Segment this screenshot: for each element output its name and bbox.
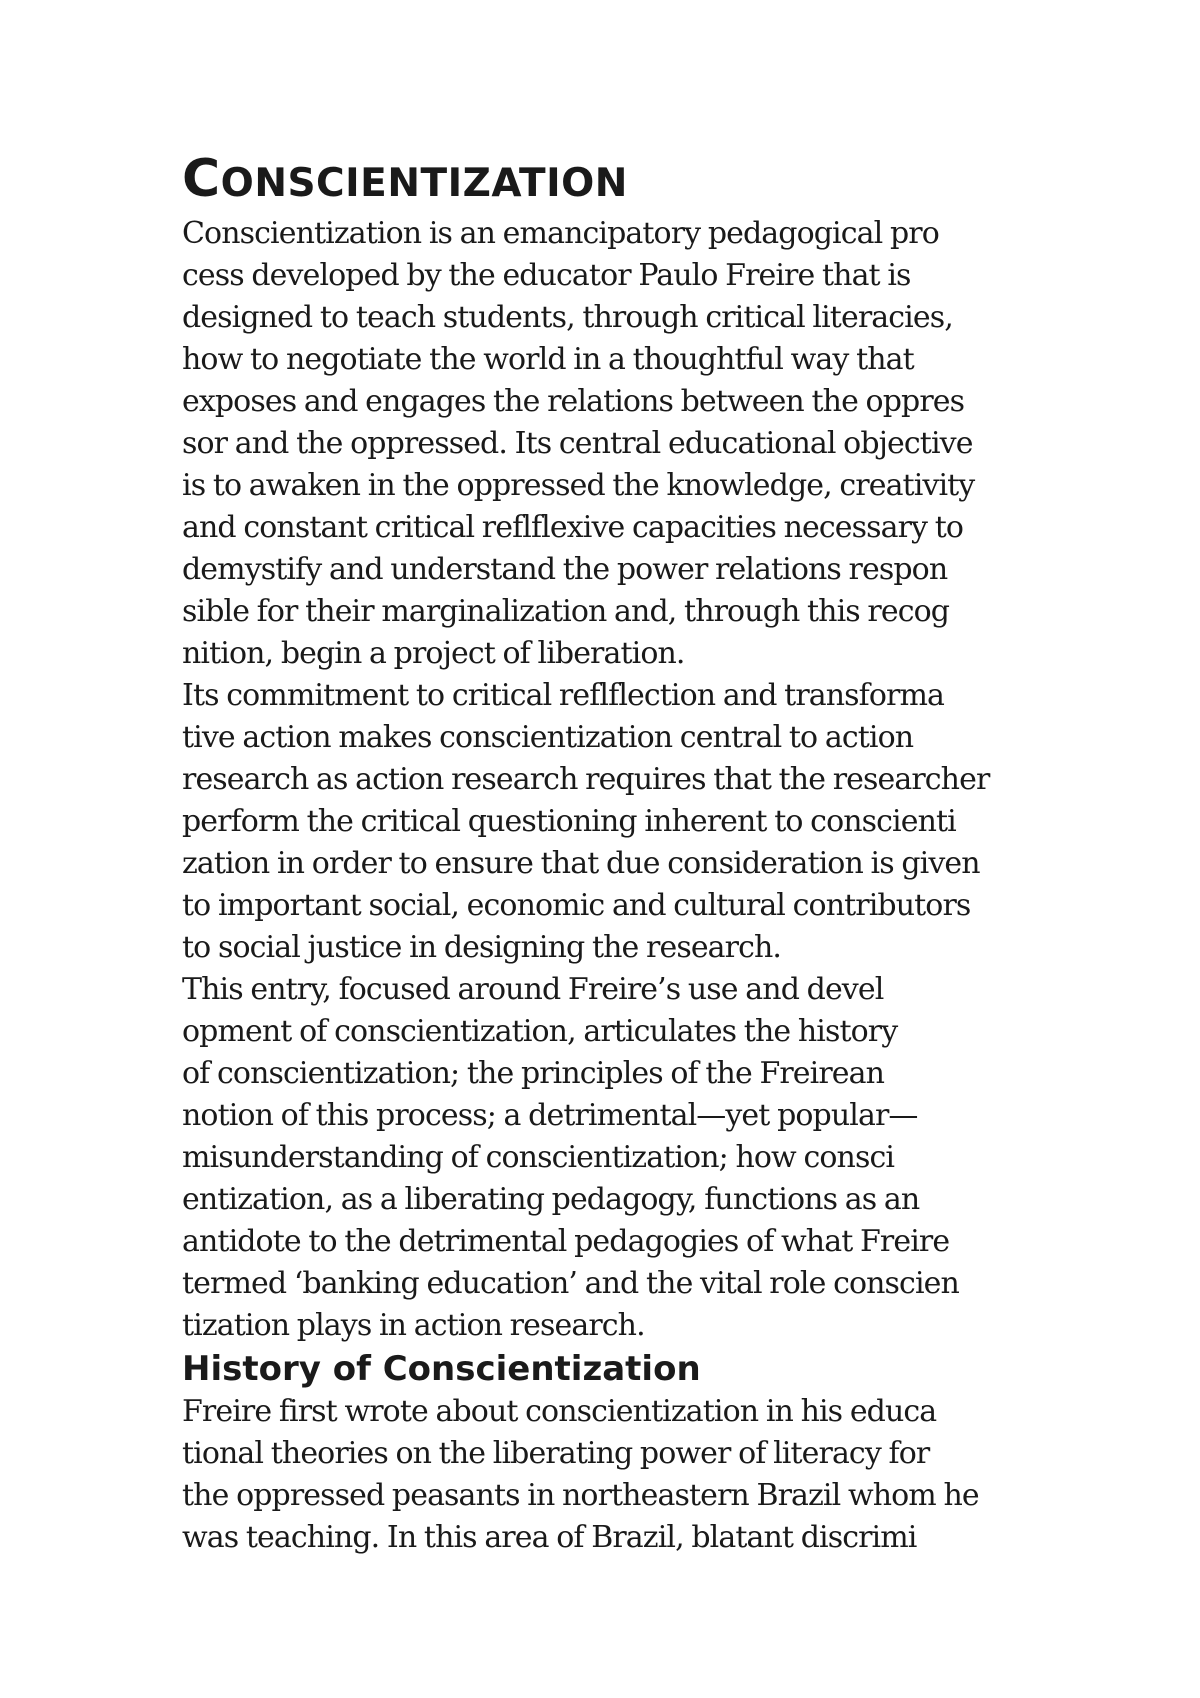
paragraph-history xyxy=(182,1391,1022,1559)
text-line: nition, begin a project of liberation. xyxy=(182,636,685,671)
text-line: demystify and understand the power relations respon xyxy=(182,552,948,587)
text-line: tional theories on the liberating power of literacy for xyxy=(182,1436,930,1471)
text-line: research as action research requires that the researcher xyxy=(182,762,990,797)
entry-title xyxy=(182,150,1022,213)
text-line: This entry, focused around Freire’s use and devel xyxy=(182,972,884,1007)
text-line: notion of this process; a detrimental—yet popular— xyxy=(182,1098,918,1133)
text-line: antidote to the detrimental pedagogies of what Freire xyxy=(182,1224,950,1259)
text-line: opment of conscientization, articulates the history xyxy=(182,1014,898,1049)
text-line: Its commitment to critical reflflection and transforma xyxy=(182,678,945,713)
text-line: tization plays in action research. xyxy=(182,1308,645,1343)
text-line: tive action makes conscientization central to action xyxy=(182,720,914,755)
text-line: sible for their marginalization and, through this recog xyxy=(182,594,950,629)
text-line: to important social, economic and cultural contributors xyxy=(182,888,971,923)
text-line: how to negotiate the world in a thoughtful way that xyxy=(182,342,914,377)
text-line: the oppressed peasants in northeastern Brazil whom he xyxy=(182,1478,979,1513)
text-line: and constant critical reflflexive capacities necessary to xyxy=(182,510,964,545)
text-line: sor and the oppressed. Its central educational objective xyxy=(182,426,973,461)
paragraph-intro xyxy=(182,213,1022,675)
text-line: Conscientization is an emancipatory pedagogical pro xyxy=(182,216,939,251)
text-line: Freire first wrote about conscientization in his educa xyxy=(182,1394,937,1429)
text-line: designed to teach students, through critical literacies, xyxy=(182,300,953,335)
text-line: perform the critical questioning inherent to conscienti xyxy=(182,804,956,839)
text-line: termed ‘banking education’ and the vital role conscien xyxy=(182,1266,959,1301)
text-line: to social justice in designing the research. xyxy=(182,930,782,965)
paragraph-action-research xyxy=(182,675,1022,969)
entry-title-initial: C xyxy=(182,149,221,209)
text-line: is to awaken in the oppressed the knowledge, creativity xyxy=(182,468,975,503)
paragraph-entry-overview xyxy=(182,969,1022,1347)
text-line: entization, as a liberating pedagogy, functions as an xyxy=(182,1182,920,1217)
document-content xyxy=(182,150,1022,1559)
text-line: cess developed by the educator Paulo Freire that is xyxy=(182,258,911,293)
text-line: of conscientization; the principles of the Freirean xyxy=(182,1056,885,1091)
section-heading: History of Conscientization xyxy=(182,1349,701,1389)
text-line: was teaching. In this area of Brazil, blatant discrimi xyxy=(182,1520,917,1555)
text-line: misunderstanding of conscientization; how consci xyxy=(182,1140,895,1175)
text-line: zation in order to ensure that due consideration is given xyxy=(182,846,980,881)
entry-title-rest: ONSCIENTIZATION xyxy=(220,161,628,206)
text-line: exposes and engages the relations between the oppres xyxy=(182,384,965,419)
